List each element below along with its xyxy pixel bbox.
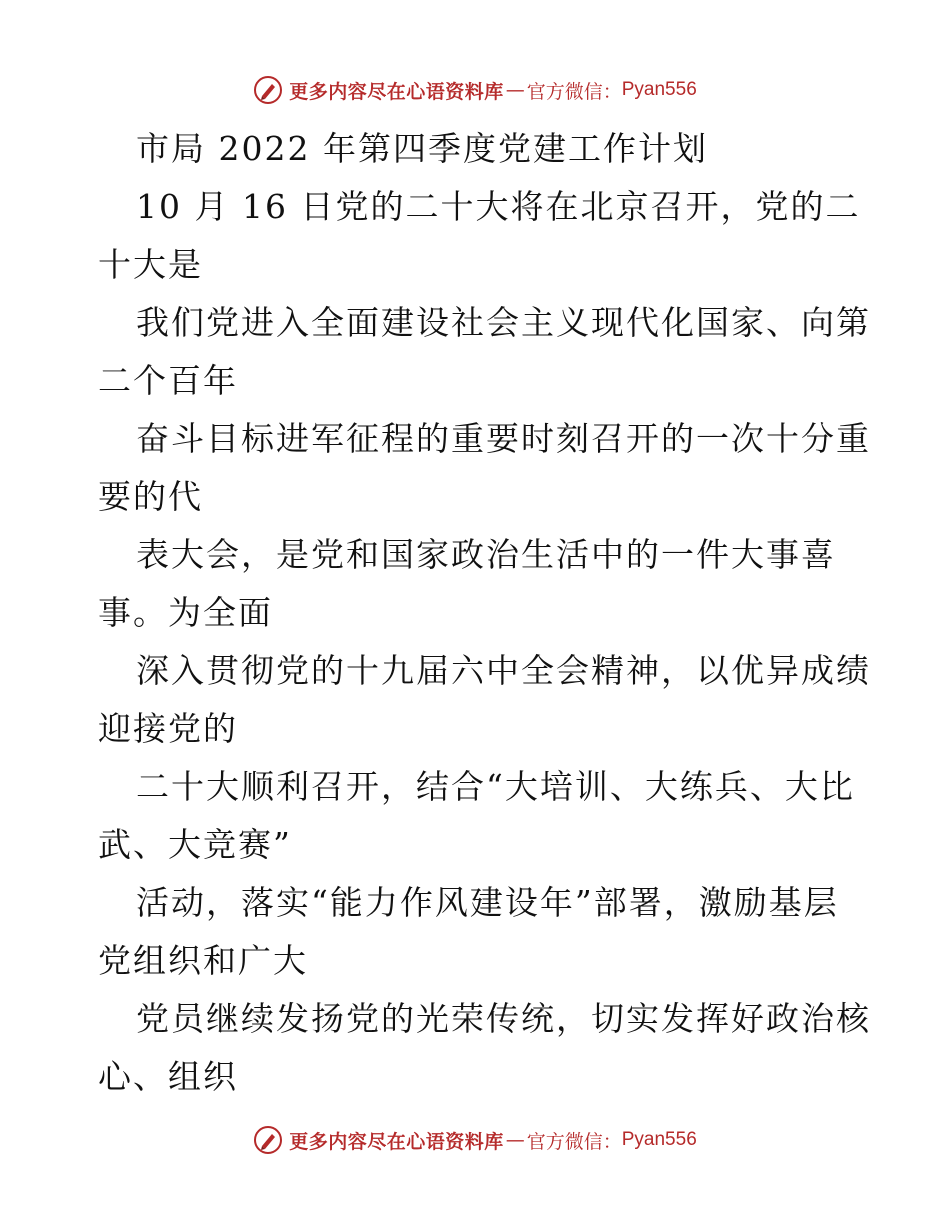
paragraph-line: 十大是 — [98, 245, 203, 284]
paragraph-line: 党组织和广大 — [98, 941, 308, 980]
paragraph-line: 10 月 16 日党的二十大将在北京召开，党的二 — [136, 187, 861, 226]
document-title: 市局 2022 年第四季度党建工作计划 — [136, 129, 708, 168]
paragraph-line: 要的代 — [98, 477, 203, 516]
banner-wechat-id: Pyan556 — [621, 1129, 697, 1150]
banner-wechat-id: Pyan556 — [621, 79, 697, 100]
paragraph-line: 二十大顺利召开，结合“大培训、大练兵、大比 — [136, 767, 855, 806]
paragraph-line: 表大会，是党和国家政治生活中的一件大事喜 — [136, 535, 836, 574]
paragraph-line: 事。为全面 — [98, 593, 273, 632]
banner-wechat-label: 官方微信： — [526, 80, 622, 103]
paragraph-line: 深入贯彻党的十九届六中全会精神，以优异成绩 — [136, 651, 871, 690]
banner-wechat-label: 官方微信： — [526, 1130, 622, 1153]
pen-logo-icon — [253, 75, 283, 105]
header-banner — [0, 70, 950, 110]
document-body — [98, 120, 871, 1106]
banner-text: 更多内容尽在心语资料库 — [289, 80, 504, 103]
paragraph-line: 心、组织 — [98, 1057, 238, 1096]
banner-separator: — — [505, 1129, 525, 1151]
paragraph-line: 我们党进入全面建设社会主义现代化国家、向第 — [136, 303, 871, 342]
paragraph-line: 二个百年 — [98, 361, 238, 400]
pen-logo-icon — [253, 1125, 283, 1155]
paragraph-line: 活动，落实“能力作风建设年”部署，激励基层 — [136, 883, 839, 922]
banner-separator: — — [505, 79, 525, 101]
paragraph-line: 党员继续发扬党的光荣传统，切实发挥好政治核 — [136, 999, 871, 1038]
banner-text: 更多内容尽在心语资料库 — [289, 1130, 504, 1153]
paragraph-line: 奋斗目标进军征程的重要时刻召开的一次十分重 — [136, 419, 871, 458]
paragraph-line: 武、大竞赛” — [98, 825, 292, 864]
footer-banner — [0, 1120, 950, 1160]
paragraph-line: 迎接党的 — [98, 709, 238, 748]
